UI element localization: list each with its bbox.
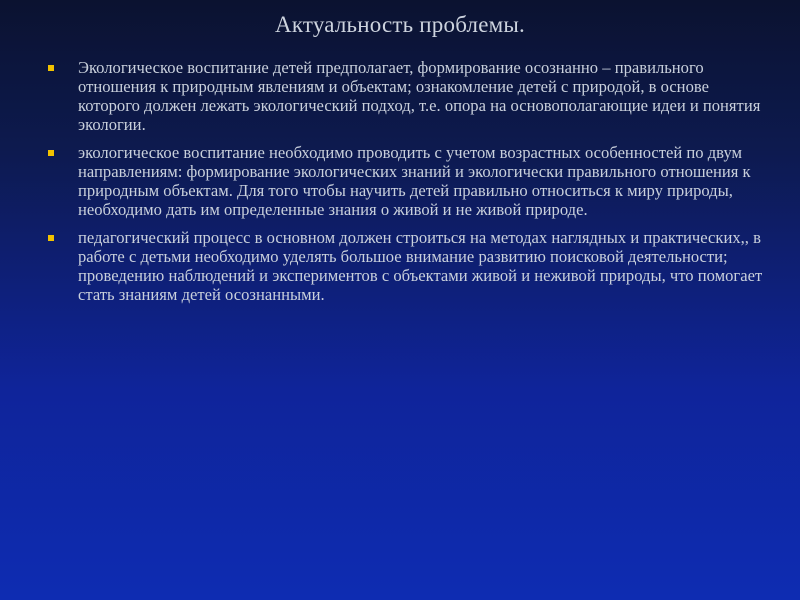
bullet-square-icon [48,150,54,156]
bullet-text: Экологическое воспитание детей предполагает, формирование осознанно – правильного отношения к природным явлениям и объектам; ознакомление детей с природой, в основе которого должен лежать экологический подход, т.е. опора на основополагающие идеи и понятия экологии. [78,58,761,134]
bullet-text: экологическое воспитание необходимо проводить с учетом возрастных особенностей по двум направлениям: формирование экологических знаний и экологически правильного отношения к природным объектам. Для того чтобы научить детей правильно относиться к миру природы, необходимо дать им определенные знания о живой и не живой природе. [78,143,751,219]
bullet-item [46,228,766,304]
bullet-item [46,58,766,134]
bullet-square-icon [48,65,54,71]
bullet-item [46,143,766,219]
bullet-text: педагогический процесс в основном должен строиться на методах наглядных и практических,, в работе с детьми необходимо уделять большое внимание развитию поисковой деятельности; проведению наблюдений и экспериментов с объектами живой и неживой природы, что помогает стать знаниям детей осознанными. [78,228,763,304]
bullet-square-icon [48,235,54,241]
bullet-list [46,58,766,313]
slide-title: Актуальность проблемы. [275,12,525,37]
